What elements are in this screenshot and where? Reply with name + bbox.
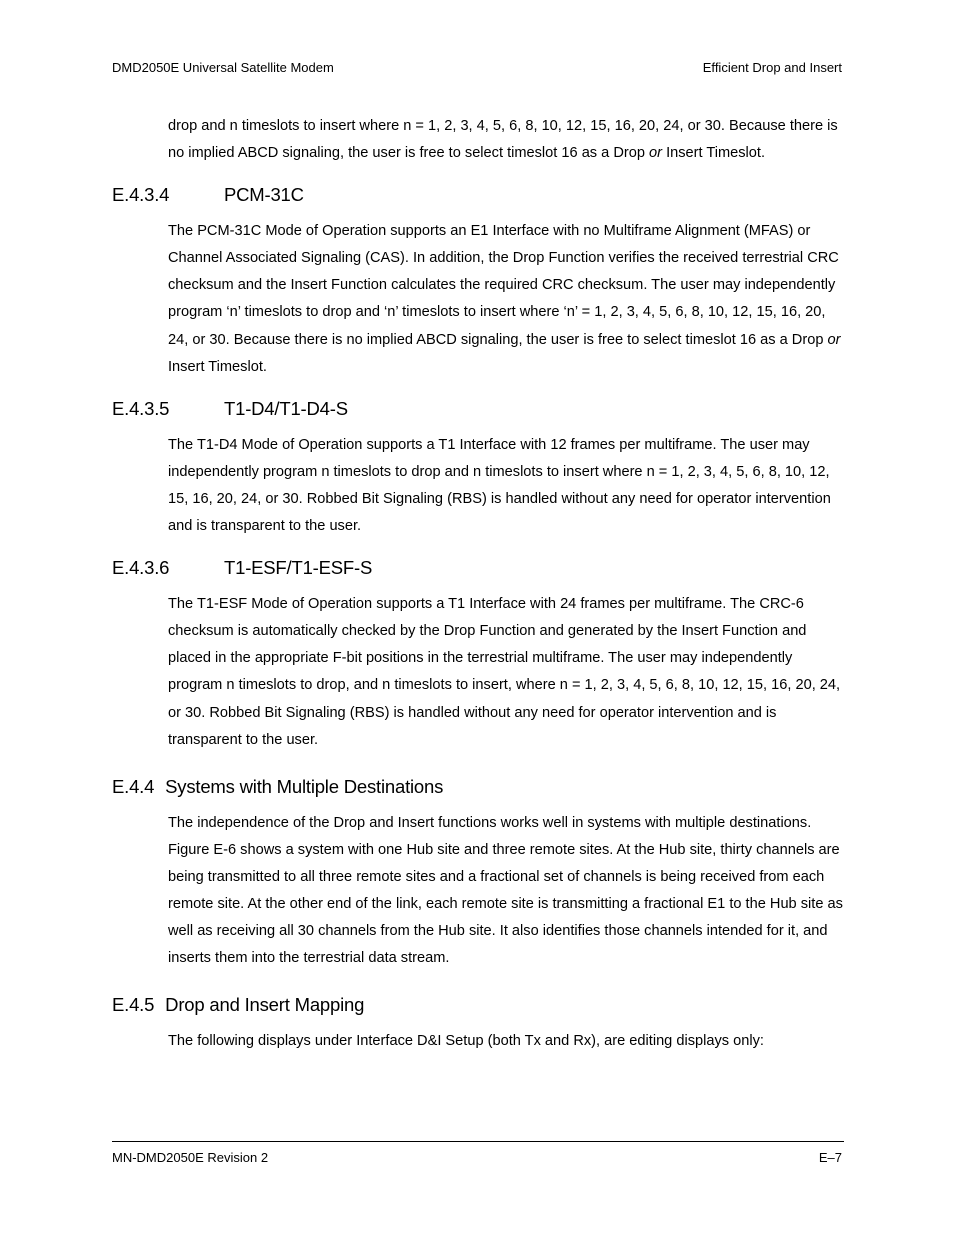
- footer-divider: [112, 1141, 844, 1142]
- heading-multiple-destinations: [112, 774, 842, 800]
- heading-t1d4: [112, 396, 842, 422]
- pcm31c-paragraph: [168, 218, 844, 381]
- heading-pcm31c-title: PCM-31C: [224, 184, 304, 206]
- pcm31c-emphasis: or: [827, 331, 841, 348]
- heading-multiple-destinations-title: Systems with Multiple Destinations: [165, 775, 444, 797]
- heading-mapping-title: Drop and Insert Mapping: [165, 994, 365, 1016]
- t1d4-paragraph: The T1-D4 Mode of Operation supports a T1 Interface with 12 frames per multiframe. The user may independently program n timeslots to drop and n timeslots to insert where n = 1, 2, 3, 4, 5, 6, 8, 10, 12, 15, 16, 20, 24, or 30. Robbed Bit Signaling (RBS) is handled without any need for operator intervention and is transparent to the user.: [168, 436, 831, 535]
- heading-mapping-number: E.4.5: [112, 994, 155, 1016]
- heading-t1esf-number: E.4.3.6: [112, 557, 170, 579]
- multiple-destinations-paragraph: The independence of the Drop and Insert functions works well in systems with multiple destinations. Figure E-6 shows a system with one Hub site and three remote sites. At the Hub site, thirty channels are being transmitted to all three remote sites and a fractional set of channels is being received from each remote site. At the other end of the link, each remote site is transmitting a fractional E1 to the Hub site as well as receiving all 30 channels from the Hub site. It also identifies those channels intended for it, and inserts them into the terrestrial data stream.: [168, 814, 843, 967]
- t1esf-paragraph: The T1-ESF Mode of Operation supports a T1 Interface with 24 frames per multiframe. The CRC-6 checksum is automatically checked by the Drop Function and generated by the Insert Function and placed in the appropriate F-bit positions in the terrestrial multiframe. The user may independently program n timeslots to drop, and n timeslots to insert, where n = 1, 2, 3, 4, 5, 6, 8, 10, 12, 15, 16, 20, 24, or 30. Robbed Bit Signaling (RBS) is handled without any need for operator intervention and is transparent to the user.: [168, 596, 841, 748]
- pcm31c-text-before: The PCM-31C Mode of Operation supports an E1 Interface with no Multiframe Alignment (MFAS) or Channel Associated Signaling (CAS). In addition, the Drop Function verifies the received terrestrial CRC checksum and the Insert Function calculates the required CRC checksum. The user may independently program ‘n’ timeslots to drop and ‘n’ timeslots to insert where ‘n’ = 1, 2, 3, 4, 5, 6, 8, 10, 12, 15, 16, 20, 24, or 30. Because there is no implied ABCD signaling, the user is free to select timeslot 16 as a Drop: [168, 223, 839, 348]
- mapping-paragraph: The following displays under Interface D&I Setup (both Tx and Rx), are editing displays only:: [168, 1033, 764, 1050]
- footer-document-revision: MN-DMD2050E Revision 2: [112, 1150, 269, 1165]
- header-document-title: DMD2050E Universal Satellite Modem: [112, 60, 334, 75]
- intro-text-before: drop and n timeslots to insert where n = 1, 2, 3, 4, 5, 6, 8, 10, 12, 15, 16, 20, 24, or 30. Because there is no implied ABCD signaling, the user is free to select timeslot 16 as a Drop: [168, 118, 838, 162]
- heading-pcm31c-number: E.4.3.4: [112, 184, 170, 206]
- footer-page-number: E–7: [818, 1150, 842, 1165]
- intro-emphasis: or: [649, 145, 663, 162]
- heading-t1esf-title: T1-ESF/T1-ESF-S: [224, 557, 373, 579]
- header-chapter-title: Efficient Drop and Insert: [702, 60, 842, 75]
- heading-t1d4-title: T1-D4/T1-D4-S: [224, 397, 348, 419]
- heading-pcm31c: [112, 182, 842, 208]
- heading-t1esf: [112, 555, 842, 581]
- heading-multiple-destinations-number: E.4.4: [112, 775, 155, 797]
- heading-mapping: [112, 992, 842, 1018]
- page-content: [112, 113, 842, 1055]
- intro-text-after: Insert Timeslot.: [662, 145, 766, 162]
- intro-paragraph: [168, 113, 844, 167]
- pcm31c-text-after: Insert Timeslot.: [168, 358, 267, 375]
- heading-t1d4-number: E.4.3.5: [112, 397, 170, 419]
